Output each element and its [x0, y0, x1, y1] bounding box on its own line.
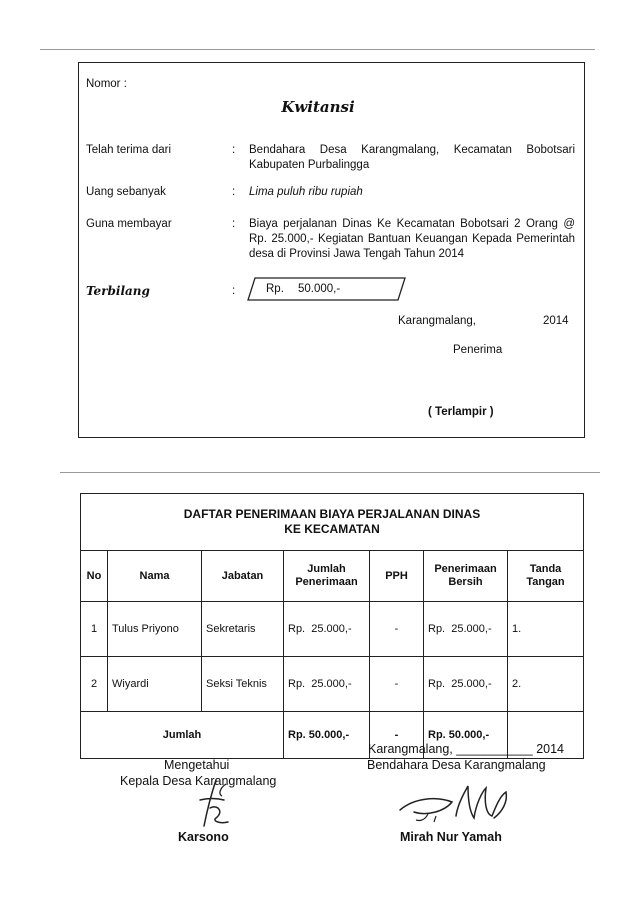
cell-jumlah	[284, 657, 370, 712]
daftar-title-line1: DAFTAR PENERIMAAN BIAYA PERJALANAN DINAS	[183, 507, 481, 521]
signature-left-line1: Mengetahui	[164, 758, 230, 772]
cell-rp: Rp.	[428, 623, 446, 635]
cell-jumlah-value: 25.000,-	[311, 678, 352, 690]
table-row	[81, 657, 584, 712]
cell-bersih	[424, 657, 508, 712]
signature-left-name: Karsono	[178, 830, 229, 844]
cell-no: 2	[81, 657, 108, 712]
cell-rp: Rp.	[288, 623, 306, 635]
uang-sebanyak-value: Lima puluh ribu rupiah	[249, 186, 363, 198]
header-pph: PPH	[370, 551, 424, 602]
cell-bersih	[424, 602, 508, 657]
terbilang-label: Terbilang	[86, 284, 150, 298]
cell-pph: -	[370, 657, 424, 712]
top-divider	[40, 49, 595, 50]
cell-jumlah-value: 25.000,-	[311, 623, 352, 635]
header-no: No	[81, 551, 108, 602]
cell-tanda: 1.	[508, 602, 584, 657]
penerima-label: Penerima	[453, 344, 503, 356]
cell-rp: Rp.	[288, 678, 306, 690]
signature-right-name: Mirah Nur Yamah	[400, 830, 502, 844]
amount-currency: Rp.	[266, 283, 284, 295]
telah-terima-value: Bendahara Desa Karangmalang, Kecamatan Bobotsari Kabupaten Purbalingga	[249, 144, 575, 171]
daftar-table	[80, 493, 584, 759]
daftar-header-row	[81, 551, 584, 602]
kwitansi-year: 2014	[543, 315, 569, 327]
table-row	[81, 602, 584, 657]
total-pph: -	[370, 712, 424, 759]
header-penerimaan-bersih: Penerimaan Bersih	[424, 551, 508, 602]
cell-nama: Wiyardi	[108, 657, 202, 712]
signature-left-line2: Kepala Desa Karangmalang	[120, 774, 277, 788]
guna-membayar-value: Biaya perjalanan Dinas Ke Kecamatan Bobotsari 2 Orang @ Rp. 25.000,- Kegiatan Bantuan Keuangan Kepada Pemerintah desa di Provinsi Jawa Tengah Tahun 2014	[249, 218, 575, 260]
signature-left-scrawl	[186, 778, 246, 832]
cell-bersih-value: 25.000,-	[451, 678, 492, 690]
cell-tanda: 2.	[508, 657, 584, 712]
daftar-title-row	[81, 494, 584, 551]
cell-no: 1	[81, 602, 108, 657]
total-bersih: Rp. 50.000,-	[424, 712, 508, 759]
total-jumlah: Rp. 50.000,-	[284, 712, 370, 759]
signature-right-scrawl	[396, 782, 516, 832]
signature-right-line1: Bendahara Desa Karangmalang	[367, 758, 546, 772]
colon: :	[232, 186, 236, 198]
cell-rp: Rp.	[428, 678, 446, 690]
amount-value: 50.000,-	[298, 283, 341, 295]
kwitansi-place: Karangmalang,	[398, 315, 476, 327]
cell-nama: Tulus Priyono	[108, 602, 202, 657]
colon: :	[232, 218, 236, 230]
middle-divider	[60, 472, 600, 473]
uang-sebanyak-label: Uang sebanyak	[86, 186, 166, 198]
cell-pph: -	[370, 602, 424, 657]
colon: :	[232, 144, 236, 156]
header-nama: Nama	[108, 551, 202, 602]
telah-terima-label: Telah terima dari	[86, 144, 172, 156]
daftar-title-line2: KE KECAMATAN	[284, 522, 380, 536]
daftar-title	[81, 494, 584, 551]
guna-membayar-label: Guna membayar	[86, 218, 172, 230]
cell-bersih-value: 25.000,-	[451, 623, 492, 635]
total-label: Jumlah	[81, 712, 284, 759]
header-jumlah-penerimaan: Jumlah Penerimaan	[284, 551, 370, 602]
cell-jumlah	[284, 602, 370, 657]
header-tanda-tangan: Tanda Tangan	[508, 551, 584, 602]
header-jabatan: Jabatan	[202, 551, 284, 602]
cell-jabatan: Sekretaris	[202, 602, 284, 657]
signature-place-date: Karangmalang, ___________ 2014	[368, 742, 565, 756]
cell-jabatan: Seksi Teknis	[202, 657, 284, 712]
kwitansi-title: Kwitansi	[281, 98, 355, 116]
colon: :	[232, 285, 236, 297]
terlampir-label: ( Terlampir )	[428, 406, 494, 418]
nomor-label: Nomor :	[86, 78, 127, 90]
